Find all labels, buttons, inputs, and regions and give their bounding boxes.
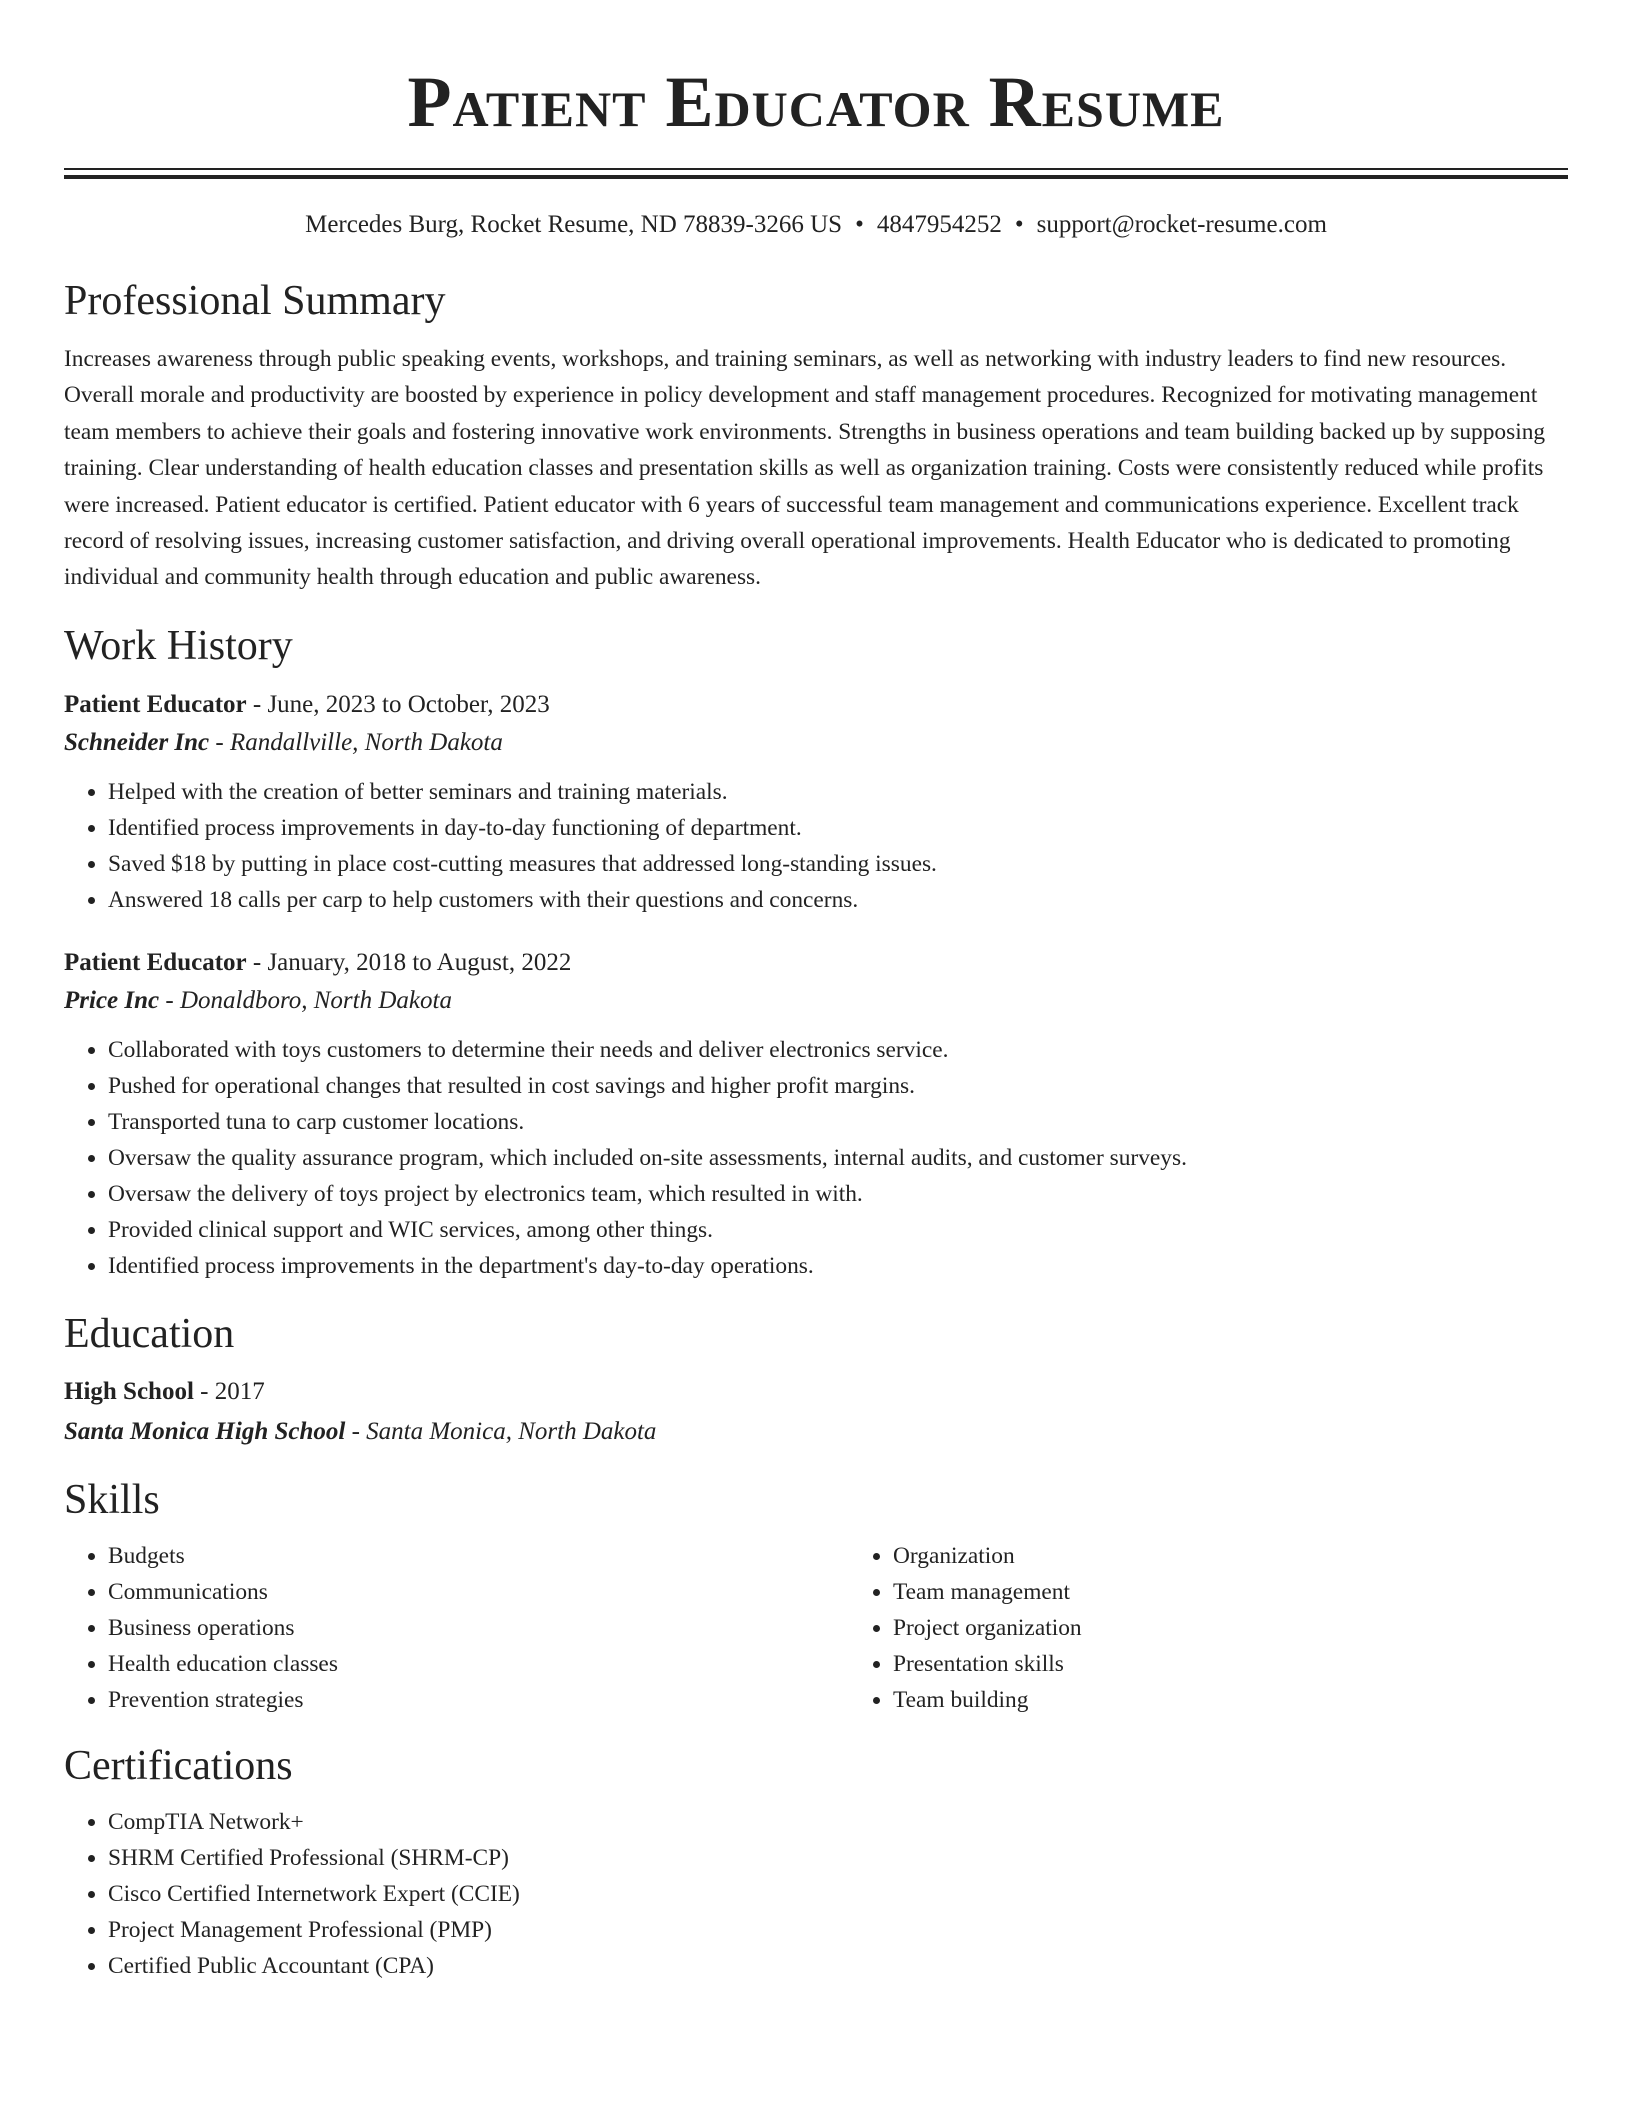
education-location: - Santa Monica, North Dakota [345, 1417, 657, 1445]
certification-item: • Cisco Certified Internetwork Expert (CCIE) [108, 1876, 1568, 1912]
contact-phone: 4847954252 [876, 211, 1002, 238]
job-company: Price Inc [64, 986, 160, 1014]
skills-list-right [849, 1538, 1632, 1718]
skill-item: • Team building [893, 1682, 1632, 1718]
job-duty: • Pushed for operational changes that resulted in cost savings and higher profit margins. [108, 1068, 1568, 1104]
job-entry [64, 686, 1568, 918]
job-duties-list [64, 1032, 1568, 1284]
skill-item: • Organization [893, 1538, 1632, 1574]
education-school: Santa Monica High School [64, 1417, 346, 1445]
contact-separator: • [1014, 211, 1024, 238]
skills-grid [64, 1538, 1568, 1718]
certification-item: • CompTIA Network+ [108, 1804, 1568, 1840]
job-duty: • Collaborated with toys customers to determine their needs and deliver electronics service. [108, 1032, 1568, 1068]
job-company-line [64, 982, 1568, 1020]
contact-address: Mercedes Burg, Rocket Resume, ND 78839-3266 US [305, 211, 843, 238]
certifications-heading: Certifications [64, 1742, 293, 1789]
education-year: - 2017 [193, 1377, 265, 1405]
contact-line [64, 209, 1568, 241]
job-entry [64, 944, 1568, 1284]
job-duty: • Helped with the creation of better seminars and training materials. [108, 774, 1568, 810]
job-dates: - June, 2023 to October, 2023 [246, 690, 550, 718]
education-degree-line [64, 1372, 1568, 1412]
skill-item: • Communications [108, 1574, 849, 1610]
job-company: Schneider Inc [64, 728, 210, 756]
certifications-list [64, 1804, 1568, 1984]
work-history-heading: Work History [64, 622, 293, 669]
job-duty: • Oversaw the delivery of toys project by electronics team, which resulted in with. [108, 1176, 1568, 1212]
skill-item: • Prevention strategies [108, 1682, 849, 1718]
job-duty: • Transported tuna to carp customer locations. [108, 1104, 1568, 1140]
contact-separator: • [855, 211, 864, 238]
job-duties-list [64, 774, 1568, 918]
job-duty: • Oversaw the quality assurance program, which included on-site assessments, internal audits, and customer surveys. [108, 1140, 1568, 1176]
job-title-line [64, 944, 1568, 982]
resume-title: Patient Educator Resume [407, 62, 1225, 142]
job-title: Patient Educator [64, 948, 247, 976]
skill-item: • Project organization [893, 1610, 1632, 1646]
education-entry [64, 1372, 1568, 1452]
skills-heading: Skills [64, 1476, 160, 1523]
job-duty: • Answered 18 calls per carp to help customers with their questions and concerns. [108, 882, 1568, 918]
job-duty: • Provided clinical support and WIC services, among other things. [108, 1212, 1568, 1248]
skill-item: • Team management [893, 1574, 1632, 1610]
job-title-line [64, 686, 1568, 724]
education-heading: Education [64, 1310, 235, 1357]
summary-heading: Professional Summary [64, 278, 446, 324]
job-location: - Donaldboro, North Dakota [159, 986, 452, 1014]
skill-item: • Business operations [108, 1610, 849, 1646]
job-location: - Randallville, North Dakota [209, 728, 503, 756]
title-divider [64, 168, 1568, 179]
skill-item: • Presentation skills [893, 1646, 1632, 1682]
job-duty: • Identified process improvements in day-to-day functioning of department. [108, 810, 1568, 846]
education-school-line [64, 1412, 1568, 1452]
job-title: Patient Educator [64, 690, 247, 718]
job-duty: • Identified process improvements in the department's day-to-day operations. [108, 1248, 1568, 1284]
skill-item: • Budgets [108, 1538, 849, 1574]
certification-item: • Project Management Professional (PMP) [108, 1912, 1568, 1948]
education-degree: High School [64, 1377, 194, 1405]
certification-item: • Certified Public Accountant (CPA) [108, 1948, 1568, 1984]
job-dates: - January, 2018 to August, 2022 [246, 948, 572, 976]
job-company-line [64, 724, 1568, 762]
contact-email[interactable]: support@rocket-resume.com [1036, 211, 1327, 238]
skills-list-left [64, 1538, 849, 1718]
skill-item: • Health education classes [108, 1646, 849, 1682]
certification-item: • SHRM Certified Professional (SHRM-CP) [108, 1840, 1568, 1876]
job-duty: • Saved $18 by putting in place cost-cutting measures that addressed long-standing issues. [108, 846, 1568, 882]
summary-text: Increases awareness through public speaking events, workshops, and training seminars, as well as networking with industry leaders to find new resources. Overall morale and productivity are boosted by experience in policy development and staff management procedures. Recognized for motivating management team members to achieve their goals and fostering innovative work environments. Strengths in business operations and team building backed up by supposing training. Clear understanding of health education classes and presentation skills as well as organization training. Costs were consistently reduced while profits were increased. Patient educator is certified. Patient educator with 6 years of successful team management and communications experience. Excellent track record of resolving issues, increasing customer satisfaction, and driving overall operational improvements. Health Educator who is dedicated to promoting individual and community health through education and public awareness. [64, 346, 1546, 591]
